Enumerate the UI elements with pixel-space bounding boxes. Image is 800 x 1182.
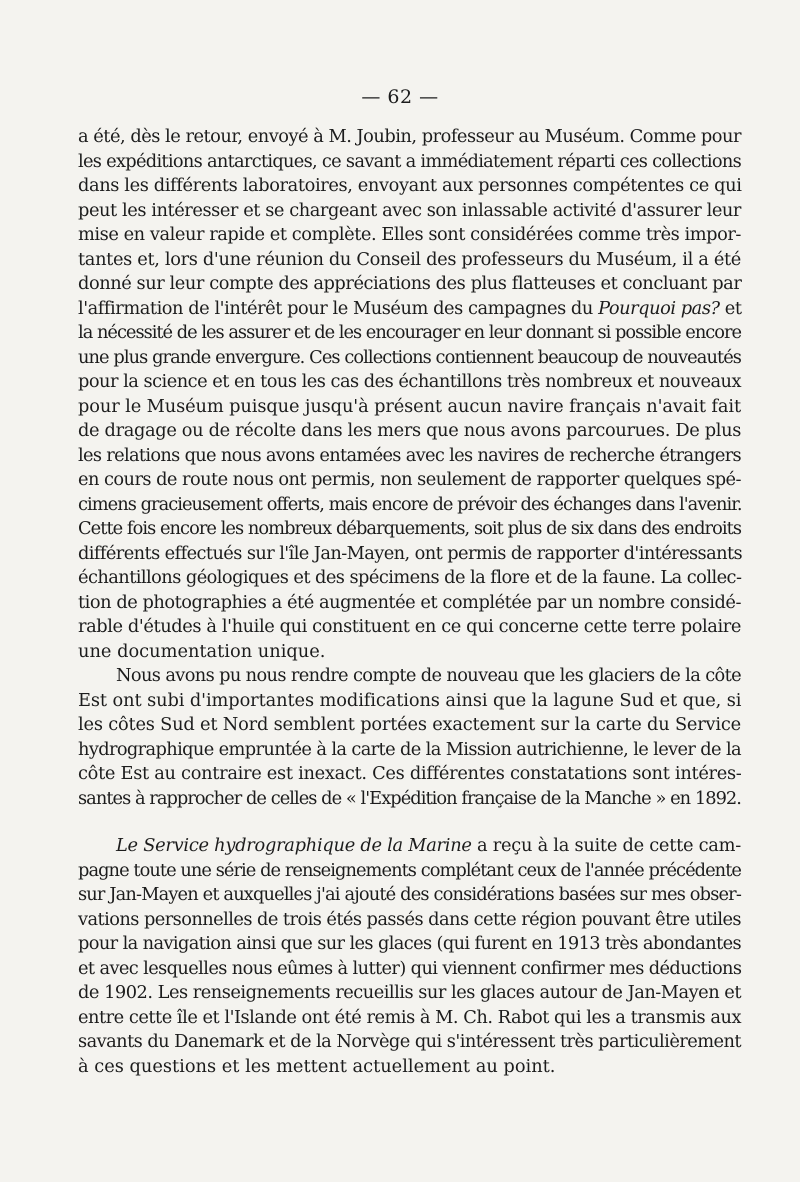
text-line: tantes et, lors d'une réunion du Conseil des professeurs du Muséum, il a été <box>78 248 741 270</box>
text-line: dans les différents laboratoires, envoyant aux personnes compétentes ce qui <box>78 175 742 196</box>
text-line: cimens gracieusement offerts, mais encore de prévoir des échanges dans l'avenir. <box>78 493 742 515</box>
text-line: mise en valeur rapide et complète. Elles sont considérées comme très impor- <box>78 224 741 245</box>
text-line: une plus grande envergure. Ces collections contiennent beaucoup de nouveautés <box>78 346 741 368</box>
text-line: à ces questions et les mettent actuellement au point. <box>78 1055 556 1077</box>
text-line: Cette fois encore les nombreux débarquements, soit plus de six dans des endroits <box>78 518 741 539</box>
text-line: a été, dès le retour, envoyé à M. Joubin, professeur au Muséum. Comme pour <box>78 126 741 147</box>
text-line: donné sur leur compte des appréciations des plus flatteuses et concluant par <box>78 273 742 294</box>
text-line: les expéditions antarctiques, ce savant a immédiatement réparti ces collections <box>78 150 741 172</box>
body-text-bottom <box>78 834 741 1079</box>
text-line: de 1902. Les renseignements recueillis sur les glaces autour de Jan-Mayen et <box>78 982 741 1003</box>
text-line: pour la navigation ainsi que sur les glaces (qui furent en 1913 très abondantes <box>78 933 741 954</box>
text-line: les côtes Sud et Nord semblent portées exactement sur la carte du Service <box>78 714 741 735</box>
text-line: sur Jan-Mayen et auxquelles j'ai ajouté des considérations basées sur mes obser- <box>78 884 741 905</box>
text-line: tion de photographies a été augmentée et complétée par un nombre considé- <box>78 591 741 613</box>
text-line: vations personnelles de trois étés passés dans cette région pouvant être utiles <box>78 908 741 930</box>
text-line: rable d'études à l'huile qui constituent en ce qui concerne cette terre polaire <box>78 616 741 637</box>
text-line: santes à rapprocher de celles de « l'Expédition française de la Manche » en 1892. <box>78 787 741 809</box>
service-name: Le Service hydrographique de la Marine <box>116 835 472 856</box>
text-line: différents effectués sur l'île Jan-Mayen, ont permis de rapporter d'intéressants <box>78 542 743 564</box>
page-number: — 62 — <box>361 86 439 108</box>
text-line: la nécessité de les assurer et de les encourager en leur donnant si possible encore <box>78 322 741 343</box>
text-line: Est ont subi d'importantes modifications ainsi que la lagune Sud et que, si <box>78 689 742 711</box>
text-line: savants du Danemark et de la Norvège qui s'intéressent très particulièrement <box>78 1031 741 1052</box>
text-line: les relations que nous avons entamées avec les navires de recherche étrangers <box>78 444 741 466</box>
ship-name: Pourquoi pas? <box>598 297 720 319</box>
text-line-with-ship-name <box>78 297 741 322</box>
text-line: Nous avons pu nous rendre compte de nouveau que les glaciers de la côte <box>116 665 741 686</box>
text-line: pagne toute une série de renseignements complétant ceux de l'année précédente <box>78 859 741 881</box>
text-line: échantillons géologiques et des spécimens de la flore et de la faune. La collec- <box>78 567 742 588</box>
text-segment: l'affirmation de l'intérêt pour le Muséum des campagnes du <box>78 297 599 319</box>
text-line-with-lead <box>78 834 741 859</box>
text-line: pour la science et en tous les cas des échantillons très nombreux et nouveaux <box>78 371 741 392</box>
text-line: peut les intéresser et se chargeant avec son inlassable activité d'assurer leur <box>78 199 741 221</box>
text-line: de dragage ou de récolte dans les mers que nous avons parcourues. De plus <box>78 420 741 441</box>
text-segment: a reçu à la suite de cette cam- <box>471 835 741 856</box>
text-line: en cours de route nous ont permis, non seulement de rapporter quelques spé- <box>78 469 741 490</box>
text-line: côte Est au contraire est inexact. Ces différentes constatations sont intéres- <box>78 763 742 784</box>
text-line: hydrographique empruntée à la carte de la Mission autrichienne, le lever de la <box>78 738 741 760</box>
text-line: une documentation unique. <box>78 640 326 662</box>
body-text-top <box>78 125 741 811</box>
text-line: entre cette île et l'Islande ont été remis à M. Ch. Rabot qui les a transmis aux <box>78 1006 741 1028</box>
text-line: pour le Muséum puisque jusqu'à présent aucun navire français n'avait fait <box>78 395 741 417</box>
text-line: et avec lesquelles nous eûmes à lutter) qui viennent confirmer mes déductions <box>78 957 742 979</box>
text-segment: et <box>719 297 742 319</box>
